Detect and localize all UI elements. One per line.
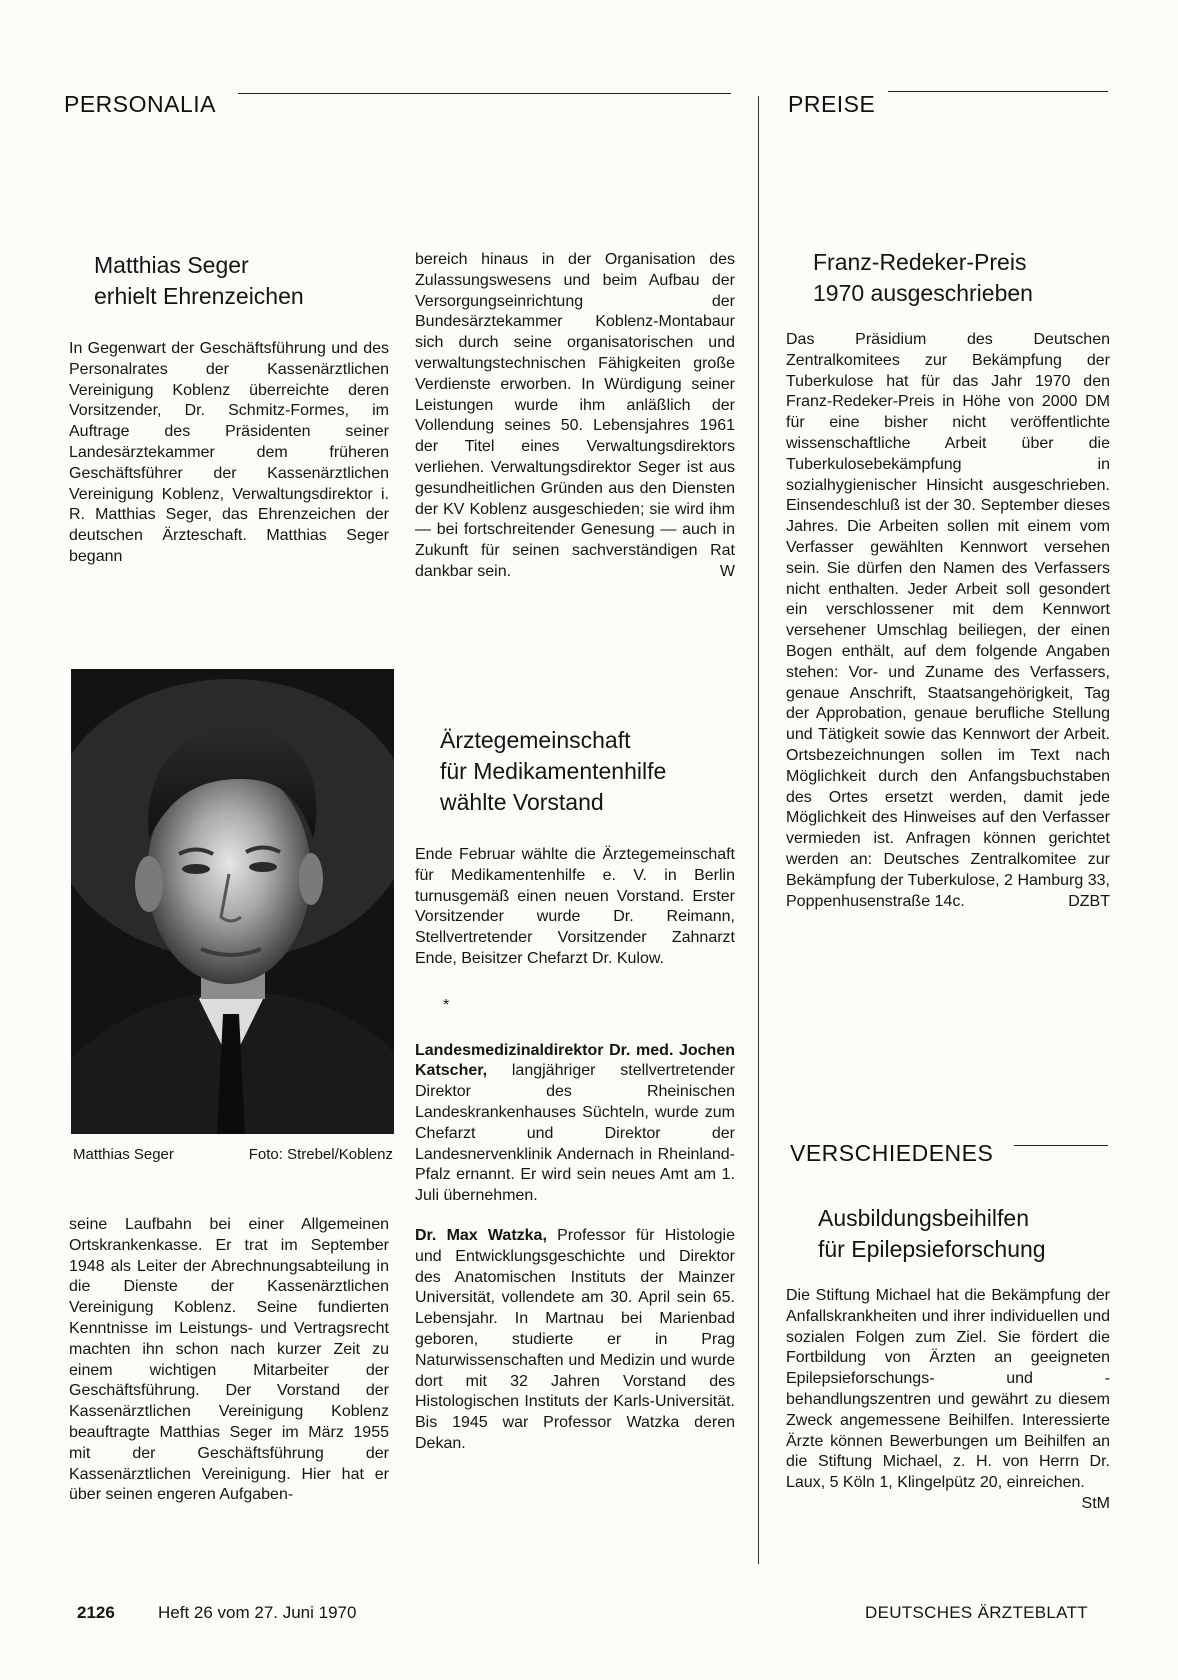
section-rule [888,91,1108,92]
article-body [415,250,735,583]
page-number: 2126 [77,1603,115,1622]
paragraph-text: Das Präsidium des Deutschen Zentralkomitees zur Bekämpfung der Tuberkulose hat für das Jahr 1970 den Franz-Redeker-Preis in Höhe von 2000 DM für eine bisher nicht veröffentlichte wissenschaftliche Arbeit über die Tuberkulosebekämpfung in sozialhygienischer Hinsicht ausgeschrieben. Einsendeschluß ist der 30. September dieses Jahres. Die Arbeiten sollen mit einem vom Verfasser gewählten Kennwort versehen sein. Sie dürfen den Namen des Verfassers nicht enthalten. Jeder Arbeit soll gesondert ein verschlossener mit dem Kennwort versehener Umschlag beiliegen, der einen Bogen enthält, auf dem folgende Angaben stehen: Vor- und Zuname des Verfassers, genaue Anschrift, Staatsangehörigkeit, Tag der Approbation, genaue berufliche Stellung und Tätigkeit sowie das Kennwort der Arbeit. Ortsbezeichnungen sollen im Text nach Möglichkeit durch den Anfangsbuchstaben des Ortes ersetzt werden, damit jede Möglichkeit des Hinweises auf den Verfasser vermieden ist. Anfragen können gerichtet werden an: Deutsches Zentralkomitee zur Bekämpfung der Tuberkulose, 2 Hamburg 33, Poppenhusenstraße 14c. [786,331,1110,910]
headline-line: Ausbildungsbeihilfen [818,1205,1029,1231]
paragraph [415,250,735,583]
paragraph: Ende Februar wählte die Ärztegemeinschaft für Medikamentenhilfe e. V. in Berlin turnusgemäß einen neuen Vorstand. Erster Vorsitzender wurde Dr. Reimann, Stellvertretender Vorsitzender Zahnarzt Ende, Beisitzer Chefarzt Dr. Kulow. [415,846,735,967]
headline-line: für Medikamentenhilfe [440,758,667,784]
headline-line: wählte Vorstand [440,789,604,815]
issue-info: Heft 26 vom 27. Juni 1970 [158,1603,357,1622]
author-signature: StM [1081,1494,1110,1512]
article-headline [440,725,666,818]
author-signature: W [719,562,735,580]
headline-line: Matthias Seger [94,252,249,278]
portrait-photo [71,669,394,1134]
headline-line: 1970 ausgeschrieben [813,280,1033,306]
paragraph-text: langjähriger stellvertretender Direktor des Rheinischen Landeskrankenhauses Süchteln, wurde zum Chefarzt und Direktor der Landesnervenklinik Andernach in Rheinland-Pfalz ernannt. Er wird sein neues Amt am 1. Juli übernehmen. [415,1062,735,1205]
paragraph-text: Professor für Histologie und Entwicklungsgeschichte und Direktor des Anatomischen Instituts der Mainzer Universität, vollendete am 30. April sein 65. Lebensjahr. In Martnau bei Marienbad geboren, studierte er in Prag Naturwissenschaften und Medizin und wurde dort mit 32 Jahren Vorstand des Histologischen Instituts der Karls-Universität. Bis 1945 war Professor Watzka deren Dekan. [415,1226,735,1452]
person-name: Landesmedizinaldirektor Dr. med. Jochen Katscher, [415,1041,735,1080]
paragraph [415,1226,735,1455]
caption-name: Matthias Seger [73,1146,174,1163]
section-rule [238,93,731,94]
article-headline [94,250,304,312]
article-body [786,330,1110,912]
person-name: Dr. Max Watzka, [415,1226,547,1244]
article-body [415,845,735,1455]
headline-line: Ärztegemeinschaft [440,727,631,753]
paragraph: In Gegenwart der Geschäftsführung und des Personalrates der Kassenärztlichen Vereinigung Koblenz überreichte deren Vorsitzender, Dr. Schmitz-Formes, im Auftrage des Präsidenten seiner Landesärztekammer dem früheren Geschäftsführer der Kassenärztlichen Vereinigung Koblenz, Verwaltungsdirektor i. R. Matthias Seger, das Ehrenzeichen der deutschen Ärzteschaft. Matthias Seger begann [69,340,389,565]
photo-caption [73,1146,393,1163]
headline-line: Franz-Redeker-Preis [813,249,1027,275]
headline-line: erhielt Ehrenzeichen [94,283,304,309]
section-verschiedenes: VERSCHIEDENES [790,1140,994,1166]
paragraph: seine Laufbahn bei einer Allgemeinen Ortskrankenkasse. Er trat im September 1948 als Leiter der Abrechnungsabteilung in die Dienste der Kassenärztlichen Vereinigung Koblenz. Seine fundierten Kenntnisse im Leistungs- und Vertragsrecht machten ihn schon nach kurzer Zeit zu einem wichtigen Mitarbeiter der Geschäftsführung. Der Vorstand der Kassenärztlichen Vereinigung Koblenz beauftragte Matthias Seger im März 1955 mit der Geschäftsführung der Kassenärztlichen Vereinigung. Hier hat er über seinen engeren Aufgaben- [69,1216,389,1504]
column-divider [758,96,759,1564]
article-headline [813,247,1033,309]
separator-star: * [443,996,450,1014]
article-body [69,1215,389,1506]
caption-credit: Foto: Strebel/Koblenz [248,1146,393,1163]
journal-name: DEUTSCHES ÄRZTEBLATT [865,1603,1088,1622]
section-rule [1014,1145,1108,1146]
article-headline [818,1203,1046,1265]
author-signature: DZBT [1068,892,1110,910]
section-preise: PREISE [788,91,876,117]
portrait-silhouette-icon [71,669,394,1134]
article-body [69,339,389,568]
article-body [786,1286,1110,1515]
section-personalia: PERSONALIA [64,91,216,117]
headline-line: für Epilepsieforschung [818,1236,1046,1262]
paragraph-text: bereich hinaus in der Organisation des Zulassungswesens und beim Aufbau der Versorgungseinrichtung der Bundesärztekammer Koblenz-Montabaur sich durch seine organisatorischen und verwaltungstechnischen Fähigkeiten große Verdienste erworben. In Würdigung seiner Leistungen wurde ihm anläßlich der Vollendung seines 50. Lebensjahres 1961 der Titel eines Verwaltungsdirektors verliehen. Verwaltungsdirektor Seger ist aus gesundheitlichen Gründen aus den Diensten der KV Koblenz ausgeschieden; sie wird ihm — bei fortschreitender Genesung — auch in Zukunft für seinen sachverständigen Rat dankbar sein. [415,251,735,580]
paragraph [415,1041,735,1207]
paragraph [786,330,1110,912]
paragraph [786,1286,1110,1512]
paragraph-text: Die Stiftung Michael hat die Bekämpfung der Anfallskrankheiten und ihrer individuellen und sozialen Folgen zum Ziel. Sie fördert die Fortbildung von Ärzten an geeigneten Epilepsieforschungs- und -behandlungszentren und gewährt zu diesem Zweck angemessene Beihilfen. Interessierte Ärzte können Bewerbungen um Beihilfen an die Stiftung Michael, z. H. von Herrn Dr. Laux, 5 Köln 1, Klingelpütz 20, einreichen. [786,1287,1110,1492]
